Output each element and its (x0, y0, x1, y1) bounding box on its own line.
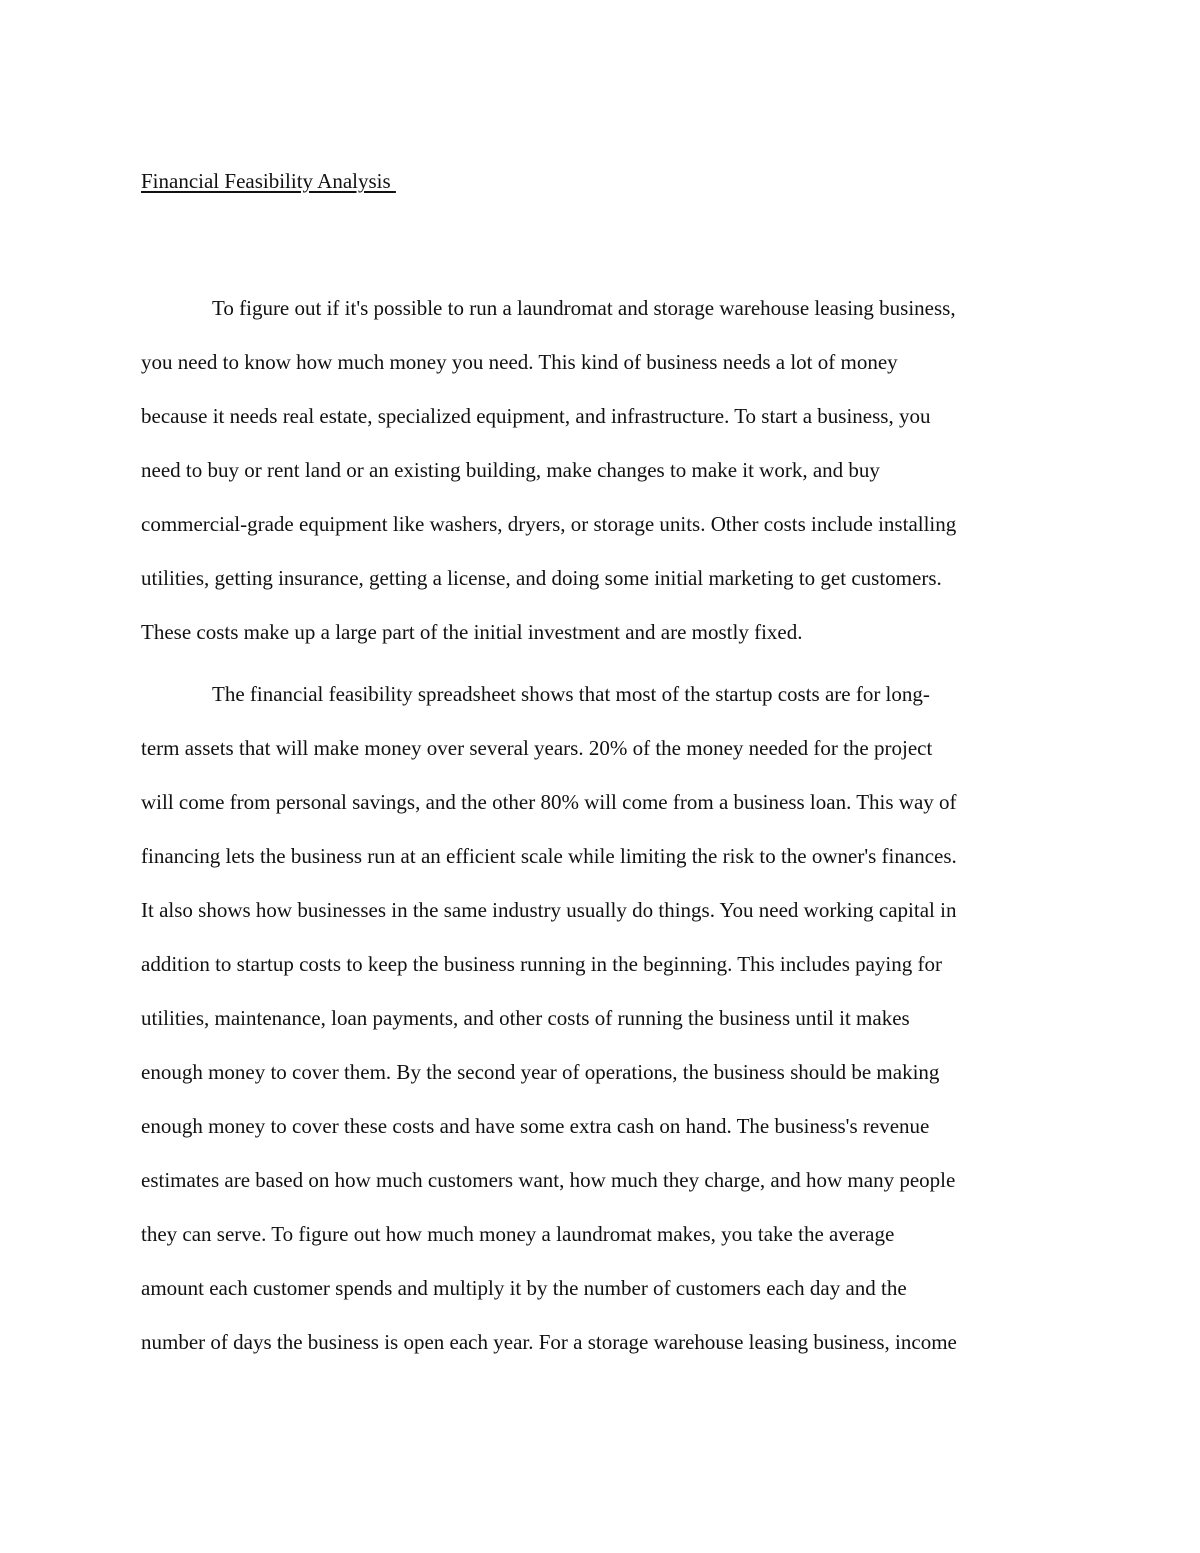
paragraph-line: addition to startup costs to keep the business running in the beginning. This includes paying for (141, 952, 943, 976)
paragraph-line: financing lets the business run at an efficient scale while limiting the risk to the owner's finances. (141, 844, 957, 868)
paragraph-line: amount each customer spends and multiply it by the number of customers each day and the (141, 1276, 907, 1300)
paragraph-line: will come from personal savings, and the other 80% will come from a business loan. This way of (141, 790, 957, 814)
paragraph-1 (141, 290, 1061, 676)
document-title: Financial Feasibility Analysis (141, 169, 396, 193)
paragraph-line: commercial-grade equipment like washers, dryers, or storage units. Other costs include installing (141, 512, 957, 536)
paragraph-line: you need to know how much money you need. This kind of business needs a lot of money (141, 350, 898, 374)
paragraph-2 (141, 676, 1061, 1378)
paragraph-line: they can serve. To figure out how much money a laundromat makes, you take the average (141, 1222, 895, 1246)
paragraph-line: enough money to cover them. By the second year of operations, the business should be making (141, 1060, 940, 1084)
document-body (141, 290, 1061, 1378)
paragraph-line: To figure out if it's possible to run a laundromat and storage warehouse leasing business, (212, 296, 956, 320)
paragraph-line: enough money to cover these costs and have some extra cash on hand. The business's revenue (141, 1114, 930, 1138)
paragraph-line: term assets that will make money over several years. 20% of the money needed for the project (141, 736, 933, 760)
paragraph-line: utilities, maintenance, loan payments, and other costs of running the business until it makes (141, 1006, 910, 1030)
paragraph-line: utilities, getting insurance, getting a license, and doing some initial marketing to get customers. (141, 566, 942, 590)
paragraph-line: These costs make up a large part of the initial investment and are mostly fixed. (141, 620, 803, 644)
paragraph-line: because it needs real estate, specialized equipment, and infrastructure. To start a business, you (141, 404, 931, 428)
paragraph-line: need to buy or rent land or an existing building, make changes to make it work, and buy (141, 458, 880, 482)
paragraph-line: estimates are based on how much customers want, how much they charge, and how many people (141, 1168, 956, 1192)
paragraph-line: The financial feasibility spreadsheet shows that most of the startup costs are for long- (212, 682, 930, 706)
paragraph-line: number of days the business is open each year. For a storage warehouse leasing business, income (141, 1330, 957, 1354)
paragraph-line: It also shows how businesses in the same industry usually do things. You need working capital in (141, 898, 957, 922)
